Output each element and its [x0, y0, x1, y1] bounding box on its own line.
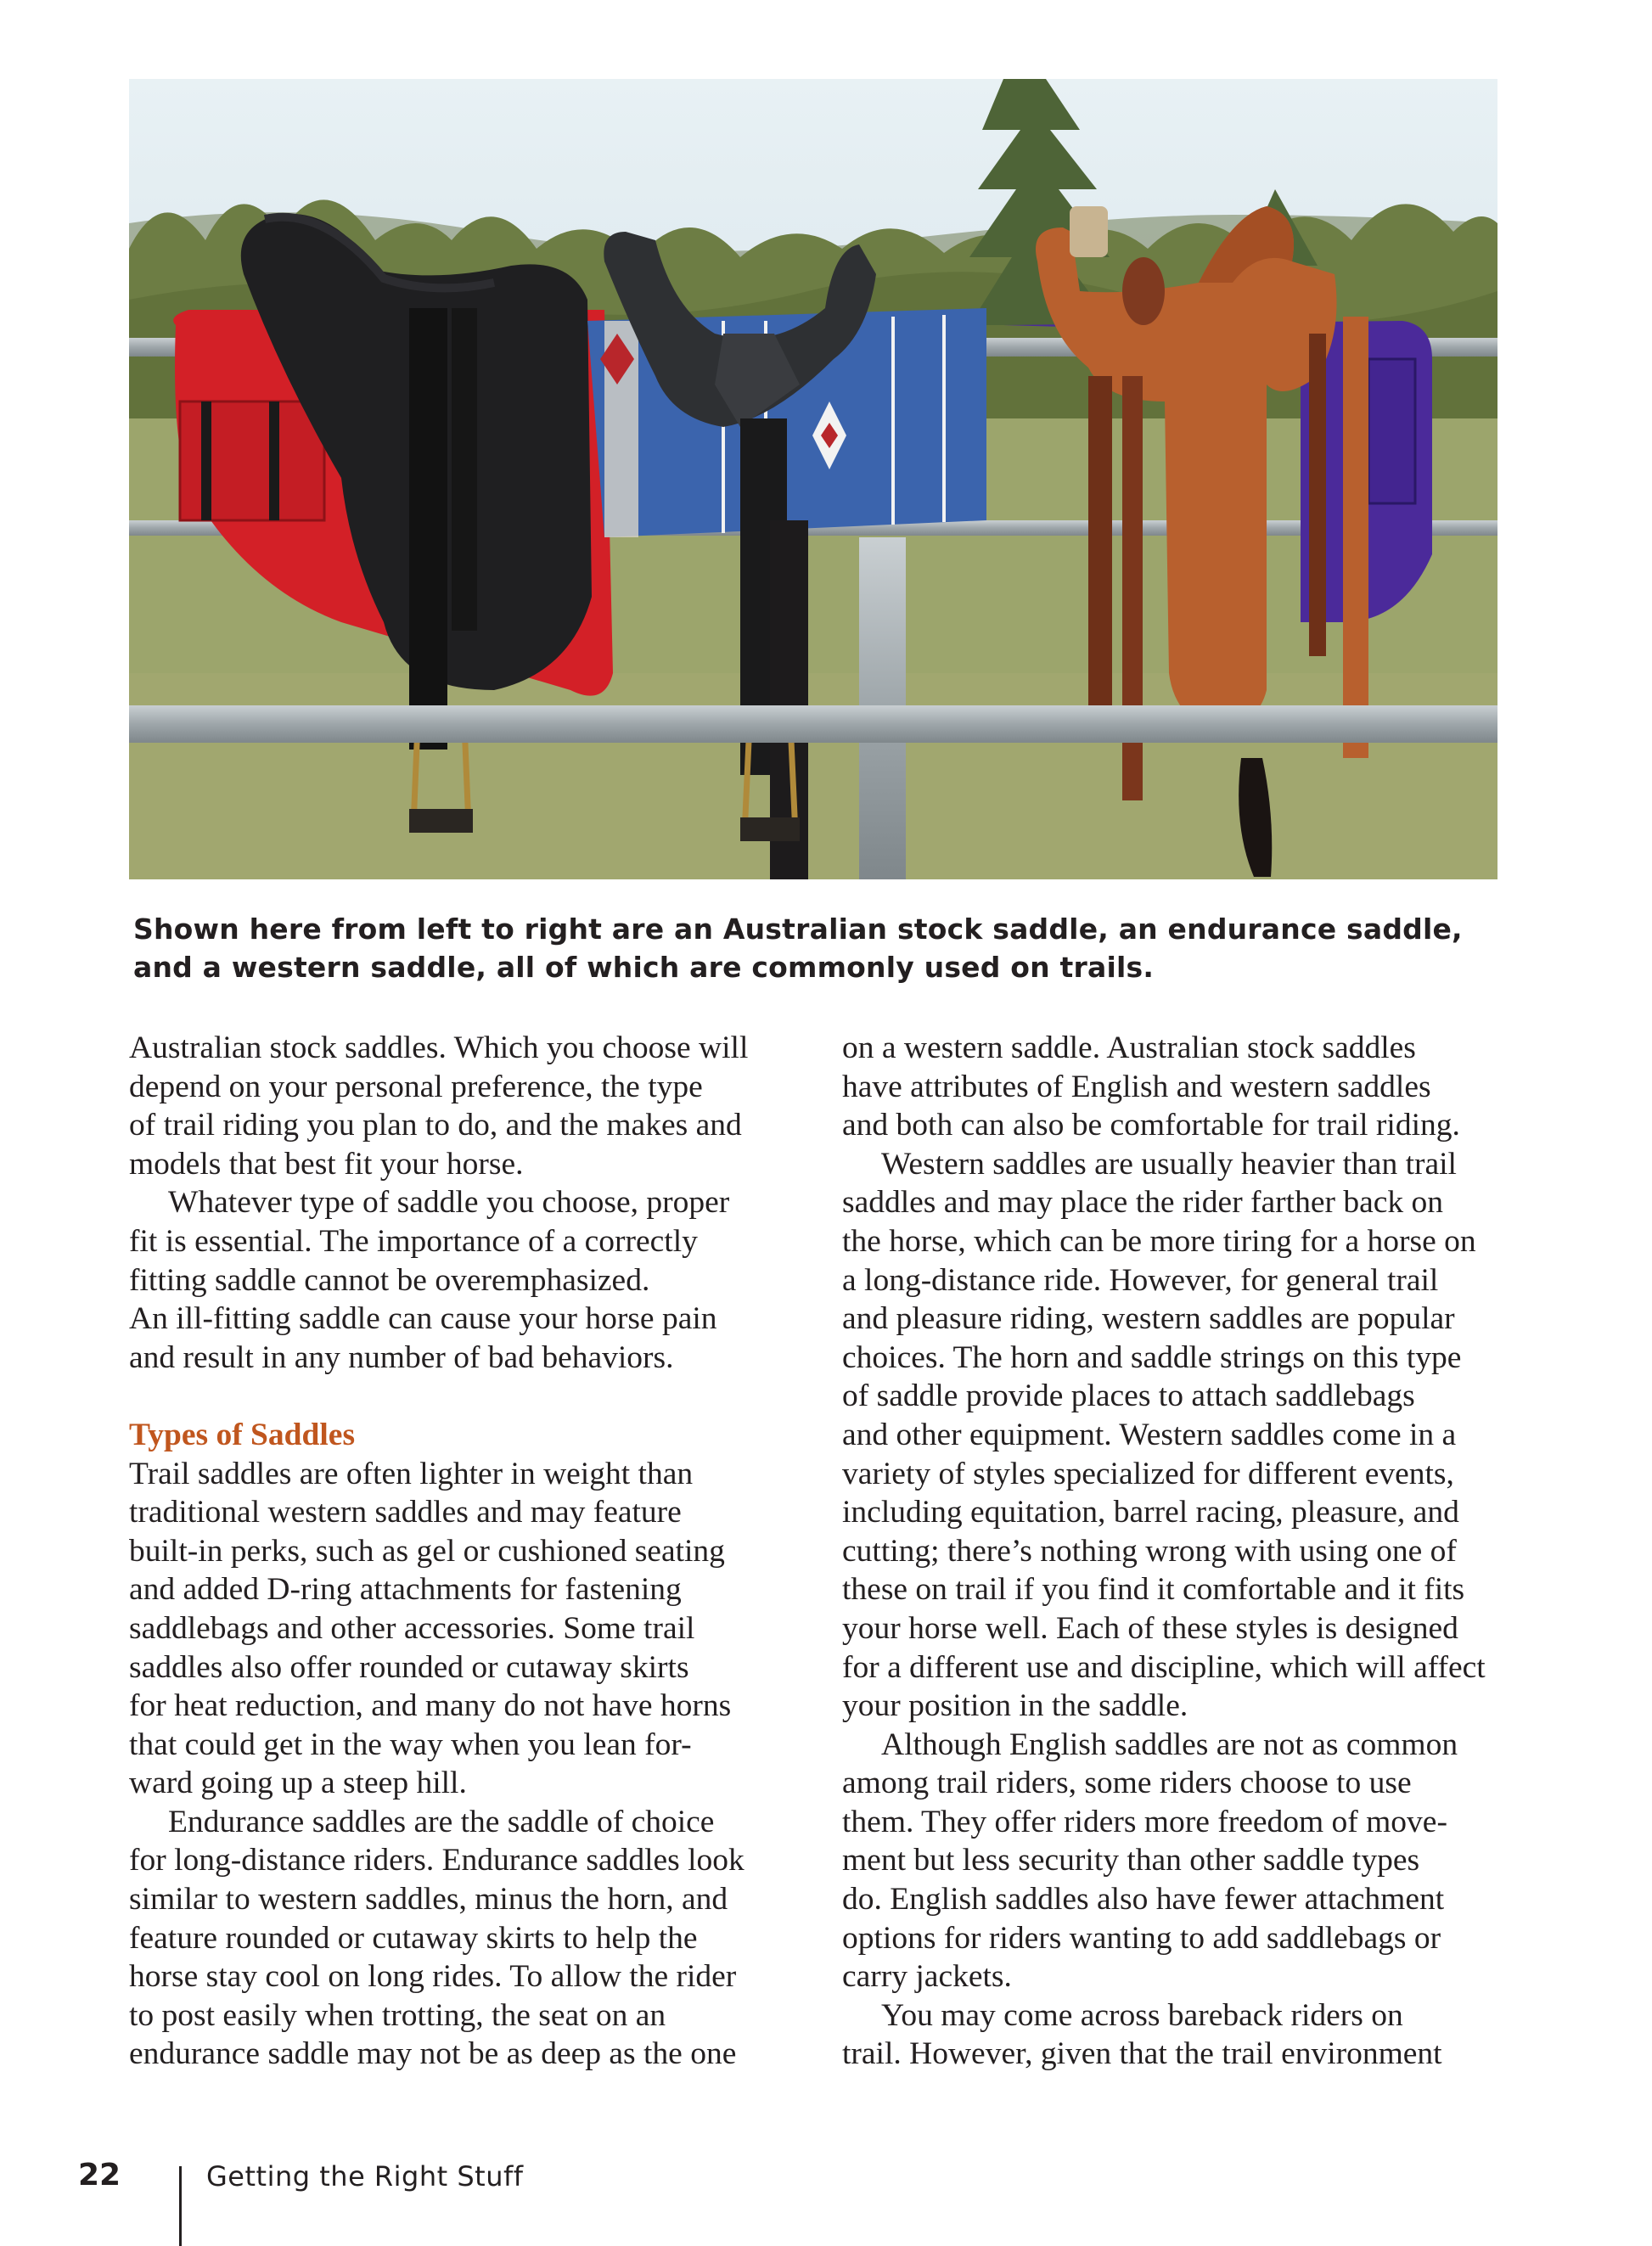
text-line: and other equipment. Western saddles come in a [842, 1417, 1457, 1452]
text-line: for heat reduction, and many do not have horns [129, 1688, 732, 1724]
saddles-photo [129, 79, 1497, 879]
paragraph [842, 1726, 1513, 1996]
caption-line: and a western saddle, all of which are commonly used on trails. [133, 951, 1155, 984]
text-line: ment but less security than other saddle types [842, 1843, 1420, 1878]
text-line: endurance saddle may not be as deep as the one [129, 2036, 737, 2072]
text-line: feature rounded or cutaway skirts to help the [129, 1920, 698, 1956]
paragraph [129, 1803, 800, 2074]
text-line: for a different use and discipline, which will affect [842, 1649, 1486, 1685]
text-line: them. They offer riders more freedom of move- [842, 1804, 1447, 1839]
fence-rail-lower [129, 705, 1497, 743]
text-line: for long-distance riders. Endurance saddles look [129, 1843, 745, 1878]
text-line: fitting saddle cannot be overemphasized. [129, 1262, 650, 1298]
text-line: choices. The horn and saddle strings on this type [842, 1339, 1462, 1375]
text-line: built-in perks, such as gel or cushioned seating [129, 1533, 725, 1569]
text-line: carry jackets. [842, 1959, 1012, 1995]
text-line: these on trail if you find it comfortable and it fits [842, 1572, 1465, 1608]
text-line: do. English saddles also have fewer attachment [842, 1882, 1445, 1918]
right-column [842, 1029, 1513, 2074]
text-line: horse stay cool on long rides. To allow the rider [129, 1959, 737, 1995]
text-line: including equitation, barrel racing, pleasure, and [842, 1495, 1459, 1530]
text-line: among trail riders, some riders choose to use [842, 1766, 1412, 1801]
footer-divider [179, 2166, 182, 2246]
running-footer-title: Getting the Right Stuff [206, 2160, 524, 2193]
paragraph [129, 1183, 800, 1377]
paragraph [842, 1029, 1513, 1145]
text-line: Australian stock saddles. Which you choose will [129, 1030, 749, 1065]
text-line: and pleasure riding, western saddles are popular [842, 1301, 1455, 1337]
paragraph [129, 1029, 800, 1183]
text-line: saddles also offer rounded or cutaway skirts [129, 1649, 689, 1685]
text-line: You may come across bareback riders on [881, 1997, 1403, 2033]
text-line: fit is essential. The importance of a correctly [129, 1223, 698, 1259]
text-line: of trail riding you plan to do, and the makes and [129, 1108, 742, 1143]
text-line: and added D-ring attachments for fastening [129, 1572, 682, 1608]
page-number: 22 [78, 2158, 121, 2193]
saddles-photo-illustration [129, 79, 1497, 879]
text-line: the horse, which can be more tiring for a horse on [842, 1223, 1476, 1259]
paragraph [129, 1455, 800, 1803]
text-line: a long-distance ride. However, for general trail [842, 1262, 1439, 1298]
text-line: have attributes of English and western saddles [842, 1069, 1431, 1104]
paragraph [842, 1996, 1513, 2074]
text-line: Western saddles are usually heavier than trail [881, 1146, 1457, 1182]
text-line: depend on your personal preference, the type [129, 1069, 703, 1104]
text-line: and both can also be comfortable for trail riding. [842, 1108, 1460, 1143]
text-line: saddlebags and other accessories. Some trail [129, 1610, 695, 1646]
text-line: models that best fit your horse. [129, 1146, 524, 1182]
text-line: to post easily when trotting, the seat on an [129, 1997, 666, 2033]
left-column [129, 1029, 800, 2074]
text-line: saddles and may place the rider farther back on [842, 1185, 1444, 1221]
text-line: variety of styles specialized for different events, [842, 1456, 1454, 1491]
text-line: ward going up a steep hill. [129, 1766, 467, 1801]
text-line: your horse well. Each of these styles is designed [842, 1610, 1458, 1646]
text-line: that could get in the way when you lean for- [129, 1727, 692, 1762]
text-line: of saddle provide places to attach saddlebags [842, 1378, 1415, 1414]
text-line: trail. However, given that the trail environment [842, 2036, 1442, 2072]
text-line: and result in any number of bad behaviors. [129, 1339, 674, 1375]
photo-caption [133, 910, 1500, 986]
text-line: Endurance saddles are the saddle of choice [168, 1804, 715, 1839]
text-line: cutting; there’s nothing wrong with using one of [842, 1533, 1457, 1569]
section-heading: Types of Saddles [129, 1417, 356, 1452]
caption-line: Shown here from left to right are an Australian stock saddle, an endurance saddle, [133, 912, 1463, 946]
text-line: Trail saddles are often lighter in weight than [129, 1456, 694, 1491]
text-line: traditional western saddles and may feature [129, 1495, 682, 1530]
text-line: options for riders wanting to add saddlebags or [842, 1920, 1441, 1956]
text-line: Whatever type of saddle you choose, proper [168, 1185, 730, 1221]
text-line: your position in the saddle. [842, 1688, 1188, 1724]
text-line: on a western saddle. Australian stock saddles [842, 1030, 1416, 1065]
text-line: similar to western saddles, minus the horn, and [129, 1882, 728, 1918]
text-line: Although English saddles are not as common [881, 1727, 1458, 1762]
paragraph [842, 1145, 1513, 1726]
text-line: An ill-fitting saddle can cause your horse pain [129, 1301, 717, 1337]
